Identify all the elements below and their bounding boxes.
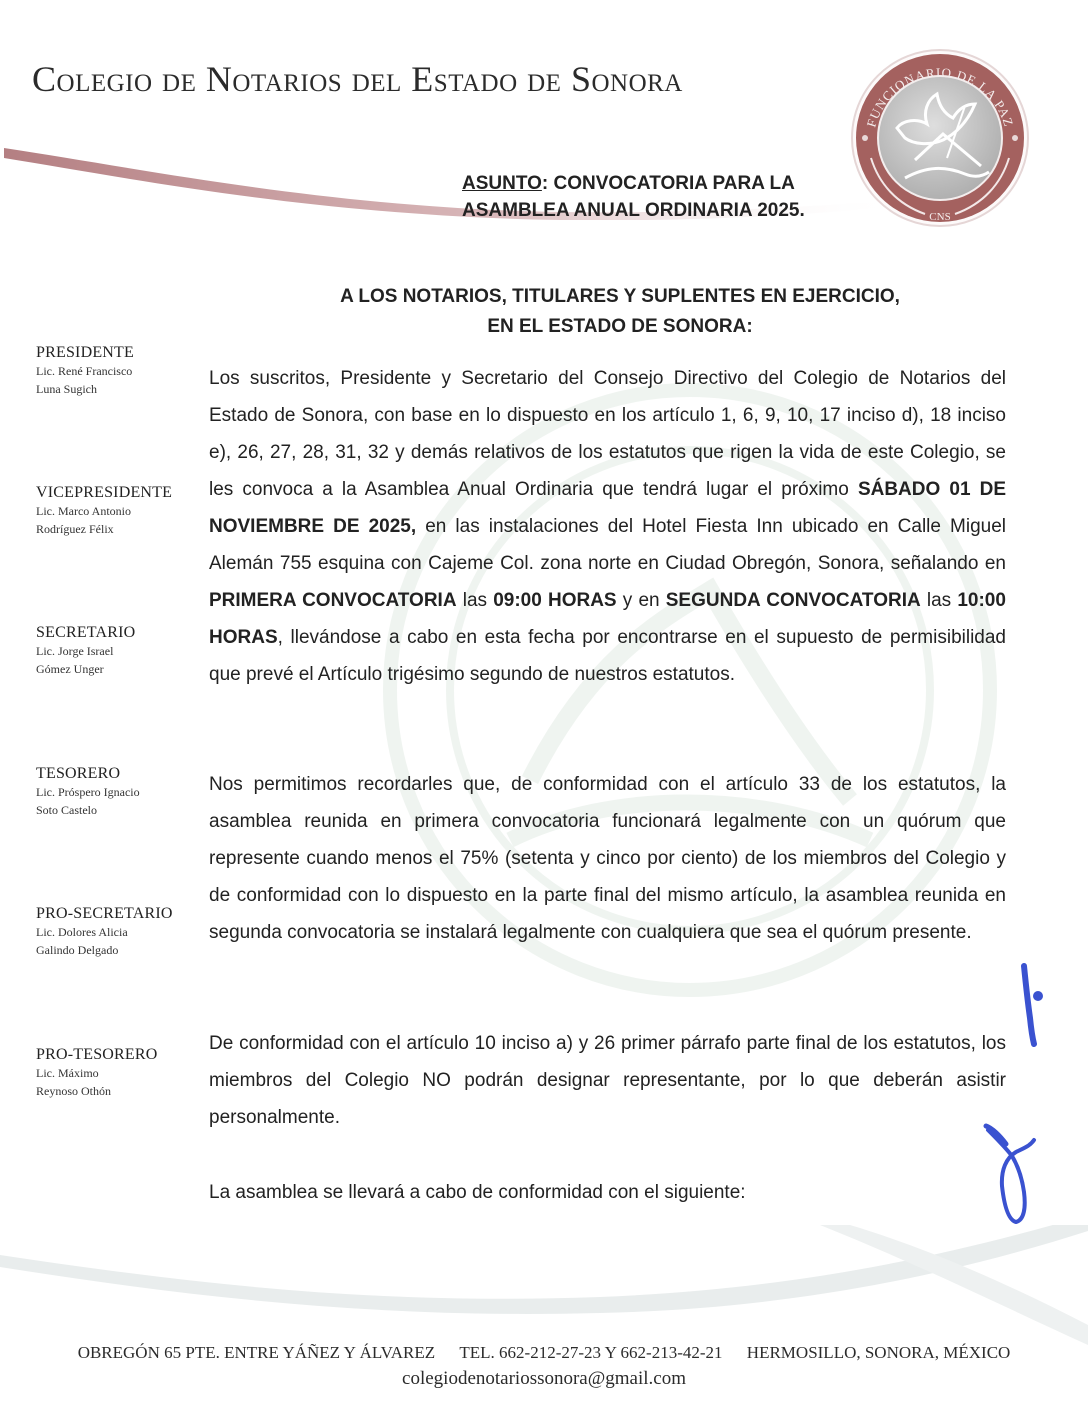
paragraph-quorum: Nos permitimos recordarles que, de conformidad con el artículo 33 de los estatutos, la asamblea reunida en primera convocatoria funcionará legalmente con un quórum que represente cuando menos el 75% (setenta y cinco por ciento) de los miembros del Colegio y de conformidad con lo dispuesto en la parte final del mismo artículo, la asamblea reunida en segunda convocatoria se instalará legalmente con cualquiera que sea el quórum presente. <box>209 774 1006 943</box>
seal-logo-icon <box>835 48 1045 230</box>
text-run: , llevándose a cabo en esta fecha por encontrarse en el supuesto de permisibilidad que prevé el Artículo trigésimo segundo de nuestros estatutos. <box>209 627 1006 685</box>
officer-pro-secretary <box>36 905 173 959</box>
officer-role: PRO-TESORERO <box>36 1046 158 1063</box>
officer-name: Lic. Próspero Ignacio <box>36 785 140 799</box>
text-run: Los suscritos, Presidente y Secretario del Consejo Directivo del Colegio de Notarios del Estado de Sonora, con base en lo dispuesto en los artículo 1, 6, 9, 10, 17 inciso d), 18 inciso e), 26, 27, 28, 31, 32 y demás relativos de los estatutos que rigen la vida de este Colegio, se les convoca a la Asamblea Anual Ordinaria que tendrá lugar el próximo <box>209 368 1006 500</box>
officer-name: Galindo Delgado <box>36 943 119 957</box>
officer-name: Lic. Jorge Israel <box>36 644 114 658</box>
paragraph-representation: De conformidad con el artículo 10 inciso a) y 26 primer párrafo parte final de los estatutos, los miembros del Colegio NO podrán designar representante, por lo que deberán asistir personalmente. <box>209 1033 1006 1128</box>
subject-line <box>462 170 805 224</box>
signature-initial-1 <box>1010 960 1050 1050</box>
officer-secretary <box>36 624 135 678</box>
subject-label: ASUNTO <box>462 173 542 194</box>
organization-title: Colegio de Notarios del Estado de Sonora <box>32 59 683 99</box>
officer-role: SECRETARIO <box>36 624 136 641</box>
text-run: las <box>456 590 494 611</box>
meeting-date: SÁBADO 01 DE NOVIEMBRE DE 2025, <box>209 479 1007 537</box>
paragraph-agenda-intro: La asamblea se llevará a cabo de conformidad con el siguiente: <box>209 1182 746 1203</box>
officer-name: Soto Castelo <box>36 803 98 817</box>
first-call-time: 09:00 HORAS <box>493 590 617 611</box>
footer-city: HERMOSILLO, SONORA, MÉXICO <box>746 1343 1011 1362</box>
second-call-time: 10:00 HORAS <box>209 590 1006 648</box>
officer-name: Lic. Dolores Alicia <box>36 925 128 939</box>
footer-street: OBREGÓN 65 PTE. ENTRE YÁÑEZ Y ÁLVAREZ <box>77 1343 436 1362</box>
officer-role: VICEPRESIDENTE <box>36 484 173 501</box>
addressee-line2: EN EL ESTADO DE SONORA: <box>487 316 753 337</box>
text-run: las <box>920 590 958 611</box>
first-call-label: PRIMERA CONVOCATORIA <box>209 590 457 611</box>
subject-line2: ASAMBLEA ANUAL ORDINARIA 2025. <box>462 200 805 221</box>
officer-name: Lic. Marco Antonio <box>36 504 131 518</box>
text-run: y en <box>616 590 666 611</box>
officer-treasurer <box>36 765 140 819</box>
seal-monogram: CNS <box>929 211 951 223</box>
officer-name: Reynoso Othón <box>36 1084 111 1098</box>
officer-name: Luna Sugich <box>36 382 97 396</box>
addressee-line1: A LOS NOTARIOS, TITULARES Y SUPLENTES EN EJERCICIO, <box>340 286 900 307</box>
officer-name: Gómez Unger <box>36 662 104 676</box>
signature-initial-2 <box>982 1122 1042 1227</box>
decorative-swoosh-bottom <box>0 1225 1088 1355</box>
officer-role: PRO-SECRETARIO <box>36 905 173 922</box>
officer-president <box>36 344 134 398</box>
footer-address-line <box>0 1343 1088 1363</box>
paragraph-convocation <box>209 360 1006 693</box>
text-run: en las instalaciones del Hotel Fiesta Inn ubicado en Calle Miguel Alemán 755 esquina con Cajeme Col. zona norte en Ciudad Obregón, Sonora, señalando en <box>209 516 1006 574</box>
addressee <box>210 282 1030 342</box>
officer-role: TESORERO <box>36 765 121 782</box>
subject-line1: : CONVOCATORIA PARA LA <box>541 173 795 194</box>
officer-name: Rodríguez Félix <box>36 522 114 536</box>
officer-pro-treasurer <box>36 1046 158 1100</box>
officer-role: PRESIDENTE <box>36 344 134 361</box>
second-call-label: SEGUNDA CONVOCATORIA <box>665 590 921 611</box>
footer-phones: TEL. 662-212-27-23 Y 662-213-42-21 <box>459 1343 723 1362</box>
officer-name: Lic. René Francisco <box>36 364 133 378</box>
officer-name: Lic. Máximo <box>36 1066 99 1080</box>
footer-email[interactable]: colegiodenotariossonora@gmail.com <box>402 1368 686 1389</box>
officer-vicepresident <box>36 484 172 538</box>
svg-text:FUNCIONARIO DE LA PAZ: FUNCIONARIO DE LA PAZ <box>863 64 1017 129</box>
